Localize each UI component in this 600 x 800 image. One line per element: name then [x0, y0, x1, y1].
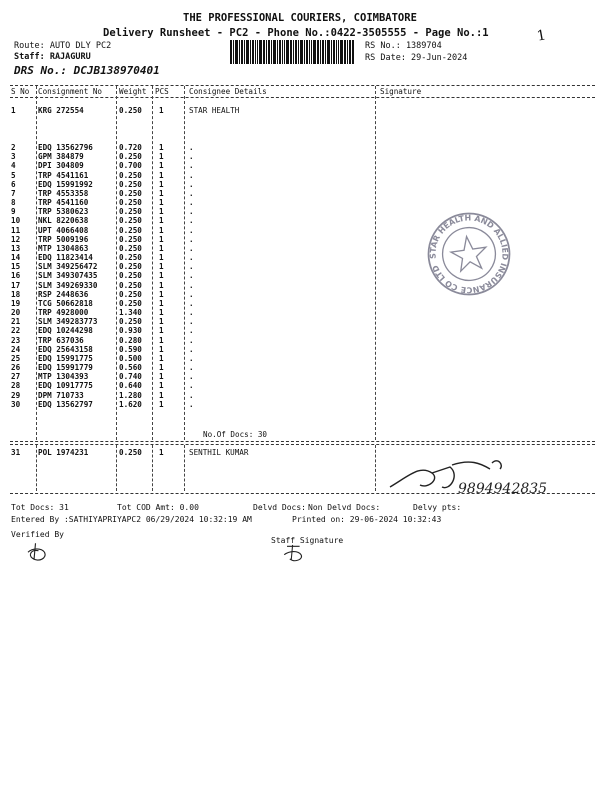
row-details: .	[189, 372, 194, 382]
row-weight: 0.250	[119, 198, 142, 207]
footer-rule	[10, 493, 595, 494]
rs-number: RS No.: 1389704	[365, 41, 442, 51]
delvy-pts: Delvy pts:	[413, 503, 462, 512]
table-row	[11, 198, 371, 207]
row-sno: 28	[11, 381, 21, 391]
row-details: .	[189, 152, 194, 162]
row-consignment: NKL 8220638	[38, 216, 89, 226]
table-row	[11, 372, 371, 381]
row-sno: 18	[11, 289, 21, 299]
drs-number: DRS No.: DCJB138970401	[14, 64, 160, 77]
row-weight: 0.250	[119, 280, 142, 290]
row-details: .	[189, 188, 194, 198]
row-consignment: TRP 4553358	[38, 188, 89, 198]
table-row	[11, 262, 371, 271]
table-row	[11, 171, 371, 180]
group-separator-2	[10, 444, 595, 445]
row-weight: 0.250	[119, 243, 142, 253]
row-consignment: EDQ 10917775	[38, 381, 93, 391]
row-weight: 0.590	[119, 344, 142, 354]
table-row	[11, 143, 371, 152]
row-weight: 0.250	[119, 289, 142, 299]
col-details: Consignee Details	[189, 87, 267, 96]
row-pcs: 1	[159, 216, 164, 226]
row-pcs: 1	[159, 289, 164, 299]
row-pcs: 1	[159, 152, 164, 162]
row-weight: 0.250	[119, 317, 142, 327]
row-details: .	[189, 179, 194, 189]
row-weight: 0.930	[119, 326, 142, 336]
row-details: .	[189, 225, 194, 235]
row-consignment: TRP 4541161	[38, 170, 89, 180]
table-row	[11, 207, 371, 216]
row-details: .	[189, 353, 194, 363]
runsheet-title: Delivery Runsheet - PC2 - Phone No.:0422-3505555 - Page No.:1	[103, 27, 489, 39]
staff-label: Staff: RAJAGURU	[14, 52, 91, 62]
no-of-docs: No.Of Docs: 30	[203, 430, 268, 439]
row-consignment: TRP 4541160	[38, 198, 89, 207]
column-header-row	[11, 87, 591, 96]
row-weight: 0.250	[119, 448, 142, 457]
row-weight: 0.250	[119, 271, 142, 281]
row-pcs: 1	[159, 353, 164, 363]
col-consignment: Consignment No	[38, 87, 103, 96]
row-consignment: KRG 272554	[38, 106, 84, 115]
row-sno: 30	[11, 399, 21, 409]
row-sno: 27	[11, 372, 21, 382]
row-consignment: EDQ 10244298	[38, 326, 93, 336]
row-details: .	[189, 344, 194, 354]
row-sno: 11	[11, 225, 21, 235]
row-sno: 21	[11, 317, 21, 327]
row-pcs: 1	[159, 106, 164, 115]
col-signature: Signature	[380, 87, 422, 96]
row-sno: 10	[11, 216, 21, 226]
row-details: .	[189, 262, 194, 272]
row-sno: 5	[11, 170, 16, 180]
row-consignment: POL 1974231	[38, 448, 89, 457]
row-weight: 1.340	[119, 308, 142, 318]
row-pcs: 1	[159, 448, 164, 457]
row-weight: 0.250	[119, 225, 142, 235]
row-weight: 0.280	[119, 335, 142, 345]
row-sno: 8	[11, 198, 16, 207]
row-weight: 0.250	[119, 216, 142, 226]
page-mark: 1	[535, 27, 548, 45]
row-pcs: 1	[159, 372, 164, 382]
row-sno: 13	[11, 243, 21, 253]
table-row	[11, 161, 371, 170]
row-consignment: TRP 4928000	[38, 308, 89, 318]
row-consignment: EDQ 15991992	[38, 179, 93, 189]
table-row	[11, 253, 371, 262]
row-consignment: MTP 1304393	[38, 372, 89, 382]
table-row	[11, 281, 371, 290]
row-pcs: 1	[159, 317, 164, 327]
row-pcs: 1	[159, 161, 164, 171]
row-details: .	[189, 363, 194, 373]
divider-signature-2	[375, 445, 376, 491]
row-sno: 24	[11, 344, 21, 354]
row-weight: 0.250	[119, 207, 142, 217]
row-weight: 0.250	[119, 106, 142, 115]
row-details: .	[189, 198, 194, 207]
table-row	[11, 226, 371, 235]
table-row	[11, 354, 371, 363]
row-details: .	[189, 170, 194, 180]
table-row	[11, 180, 371, 189]
table-row	[11, 152, 371, 161]
row-consignment: TRP 5009196	[38, 234, 89, 244]
row-details: SENTHIL KUMAR	[189, 448, 249, 457]
row-pcs: 1	[159, 234, 164, 244]
row-consignment: SLM 349283773	[38, 317, 98, 327]
printed-on: Printed on: 29-06-2024 10:32:43	[292, 515, 442, 524]
row-weight: 0.250	[119, 188, 142, 198]
row-consignment: SLM 349307435	[38, 271, 98, 281]
divider-sno-2	[36, 445, 37, 491]
group-separator	[10, 441, 595, 442]
row-pcs: 1	[159, 335, 164, 345]
row-weight: 0.720	[119, 143, 142, 152]
row-pcs: 1	[159, 363, 164, 373]
row-weight: 0.250	[119, 179, 142, 189]
signature-phone: 9894942835	[458, 481, 548, 497]
row-weight: 0.250	[119, 152, 142, 162]
delvd-docs: Delvd Docs:	[253, 503, 306, 512]
svg-text:STAR HEALTH AND ALLIED INSURAN	[423, 208, 515, 300]
row-sno: 4	[11, 161, 16, 171]
row-sno: 7	[11, 188, 16, 198]
row-pcs: 1	[159, 271, 164, 281]
row-pcs: 1	[159, 225, 164, 235]
row-weight: 0.250	[119, 170, 142, 180]
row-sno: 6	[11, 179, 16, 189]
row-pcs: 1	[159, 243, 164, 253]
row-pcs: 1	[159, 381, 164, 391]
row-pcs: 1	[159, 198, 164, 207]
row-details: .	[189, 243, 194, 253]
row-details: .	[189, 216, 194, 226]
route-label: Route: AUTO DLY PC2	[14, 41, 112, 51]
divider-weight-2	[152, 445, 153, 491]
row-sno: 17	[11, 280, 21, 290]
row-pcs: 1	[159, 344, 164, 354]
row-pcs: 1	[159, 399, 164, 409]
row-weight: 0.560	[119, 363, 142, 373]
row-weight: 0.250	[119, 253, 142, 262]
row-weight: 0.250	[119, 262, 142, 272]
row-consignment: TCG 50662818	[38, 298, 93, 308]
row-weight: 1.620	[119, 399, 142, 409]
row-details: .	[189, 335, 194, 345]
staff-signature-label: Staff Signature	[271, 536, 344, 545]
row-details: .	[189, 289, 194, 299]
divider-consignment-2	[116, 445, 117, 491]
table-row	[11, 391, 371, 400]
row-pcs: 1	[159, 280, 164, 290]
table-row	[11, 244, 371, 253]
table-row	[11, 336, 371, 345]
rs-date: RS Date: 29-Jun-2024	[365, 53, 468, 63]
row-details: .	[189, 399, 194, 409]
entered-by: Entered By :SATHIYAPRIYAPC2 06/29/2024 10:32:19 AM	[11, 515, 252, 524]
row-consignment: EDQ 13562796	[38, 143, 93, 152]
row-consignment: MTP 1304863	[38, 243, 89, 253]
row-sno: 9	[11, 207, 16, 217]
row-sno: 16	[11, 271, 21, 281]
table-row	[11, 400, 371, 409]
row-pcs: 1	[159, 326, 164, 336]
row-details: .	[189, 253, 194, 262]
row-weight: 0.740	[119, 372, 142, 382]
row-pcs: 1	[159, 179, 164, 189]
company-title: THE PROFESSIONAL COURIERS, COIMBATORE	[183, 12, 417, 24]
row-sno: 29	[11, 390, 21, 400]
row-consignment: SLM 349269330	[38, 280, 98, 290]
col-sno: S No	[11, 87, 30, 96]
table-row	[11, 317, 371, 326]
row-consignment: DPI 304809	[38, 161, 84, 171]
row-consignment: EDQ 13562797	[38, 399, 93, 409]
table-row	[11, 345, 371, 354]
divider-pcs-2	[184, 445, 185, 491]
verified-by: Verified By	[11, 530, 64, 539]
row-pcs: 1	[159, 188, 164, 198]
row-consignment: UPT 4066408	[38, 225, 89, 235]
row-pcs: 1	[159, 298, 164, 308]
row-consignment: EDQ 15991779	[38, 363, 93, 373]
row-sno: 25	[11, 353, 21, 363]
row-pcs: 1	[159, 170, 164, 180]
row-details: .	[189, 271, 194, 281]
table-row	[11, 290, 371, 299]
tot-cod: Tot COD Amt: 0.00	[117, 503, 199, 512]
table-row	[11, 106, 371, 115]
row-sno: 2	[11, 143, 16, 152]
table-row	[11, 448, 371, 457]
header-top-rule	[10, 85, 595, 86]
row-pcs: 1	[159, 308, 164, 318]
row-consignment: TRP 5380623	[38, 207, 89, 217]
row-sno: 14	[11, 253, 21, 262]
row-consignment: DPM 710733	[38, 390, 84, 400]
non-delvd-docs: Non Delvd Docs:	[308, 503, 381, 512]
row-consignment: EDQ 15991775	[38, 353, 93, 363]
row-consignment: GPM 384879	[38, 152, 84, 162]
footer-totals	[11, 503, 591, 513]
row-details: .	[189, 161, 194, 171]
stamp-text: STAR HEALTH AND ALLIED INSURANCE CO LTD	[428, 213, 510, 295]
row-details: .	[189, 326, 194, 336]
row-pcs: 1	[159, 207, 164, 217]
row-sno: 19	[11, 298, 21, 308]
col-weight: Weight	[119, 87, 147, 96]
table-row	[11, 271, 371, 280]
row-sno: 22	[11, 326, 21, 336]
row-consignment: EDQ 25643158	[38, 344, 93, 354]
table-row	[11, 363, 371, 372]
row-weight: 1.280	[119, 390, 142, 400]
row-weight: 0.500	[119, 353, 142, 363]
barcode	[230, 40, 354, 64]
company-stamp	[419, 204, 518, 303]
row-details: .	[189, 308, 194, 318]
row-pcs: 1	[159, 253, 164, 262]
row-details: .	[189, 381, 194, 391]
row-consignment: EDQ 11823414	[38, 253, 93, 262]
row-weight: 0.640	[119, 381, 142, 391]
row-sno: 26	[11, 363, 21, 373]
table-row	[11, 235, 371, 244]
divider-signature	[375, 86, 376, 440]
row-sno: 1	[11, 106, 16, 115]
row-consignment: TRP 637036	[38, 335, 84, 345]
row-sno: 12	[11, 234, 21, 244]
row-sno: 3	[11, 152, 16, 162]
row-details: STAR HEALTH	[189, 106, 240, 115]
row-sno: 31	[11, 448, 21, 457]
recipient-signature	[380, 455, 580, 505]
row-sno: 15	[11, 262, 21, 272]
row-pcs: 1	[159, 390, 164, 400]
row-pcs: 1	[159, 143, 164, 152]
tot-docs: Tot Docs: 31	[11, 503, 69, 512]
row-details: .	[189, 317, 194, 327]
table-row	[11, 308, 371, 317]
table-row	[11, 381, 371, 390]
row-details: .	[189, 207, 194, 217]
row-sno: 20	[11, 308, 21, 318]
col-pcs: PCS	[155, 87, 169, 96]
table-row	[11, 299, 371, 308]
row-weight: 0.700	[119, 161, 142, 171]
row-details: .	[189, 298, 194, 308]
table-row	[11, 216, 371, 225]
row-details: .	[189, 390, 194, 400]
row-weight: 0.250	[119, 298, 142, 308]
row-consignment: RSP 2448636	[38, 289, 89, 299]
header-bottom-rule	[10, 97, 595, 98]
staff-signature-mark	[280, 542, 308, 566]
row-details: .	[189, 234, 194, 244]
verifier-signature	[22, 540, 52, 566]
row-details: .	[189, 280, 194, 290]
table-row	[11, 326, 371, 335]
row-pcs: 1	[159, 262, 164, 272]
row-weight: 0.250	[119, 234, 142, 244]
table-row	[11, 189, 371, 198]
row-details: .	[189, 143, 194, 152]
row-sno: 23	[11, 335, 21, 345]
row-consignment: SLM 349256472	[38, 262, 98, 272]
